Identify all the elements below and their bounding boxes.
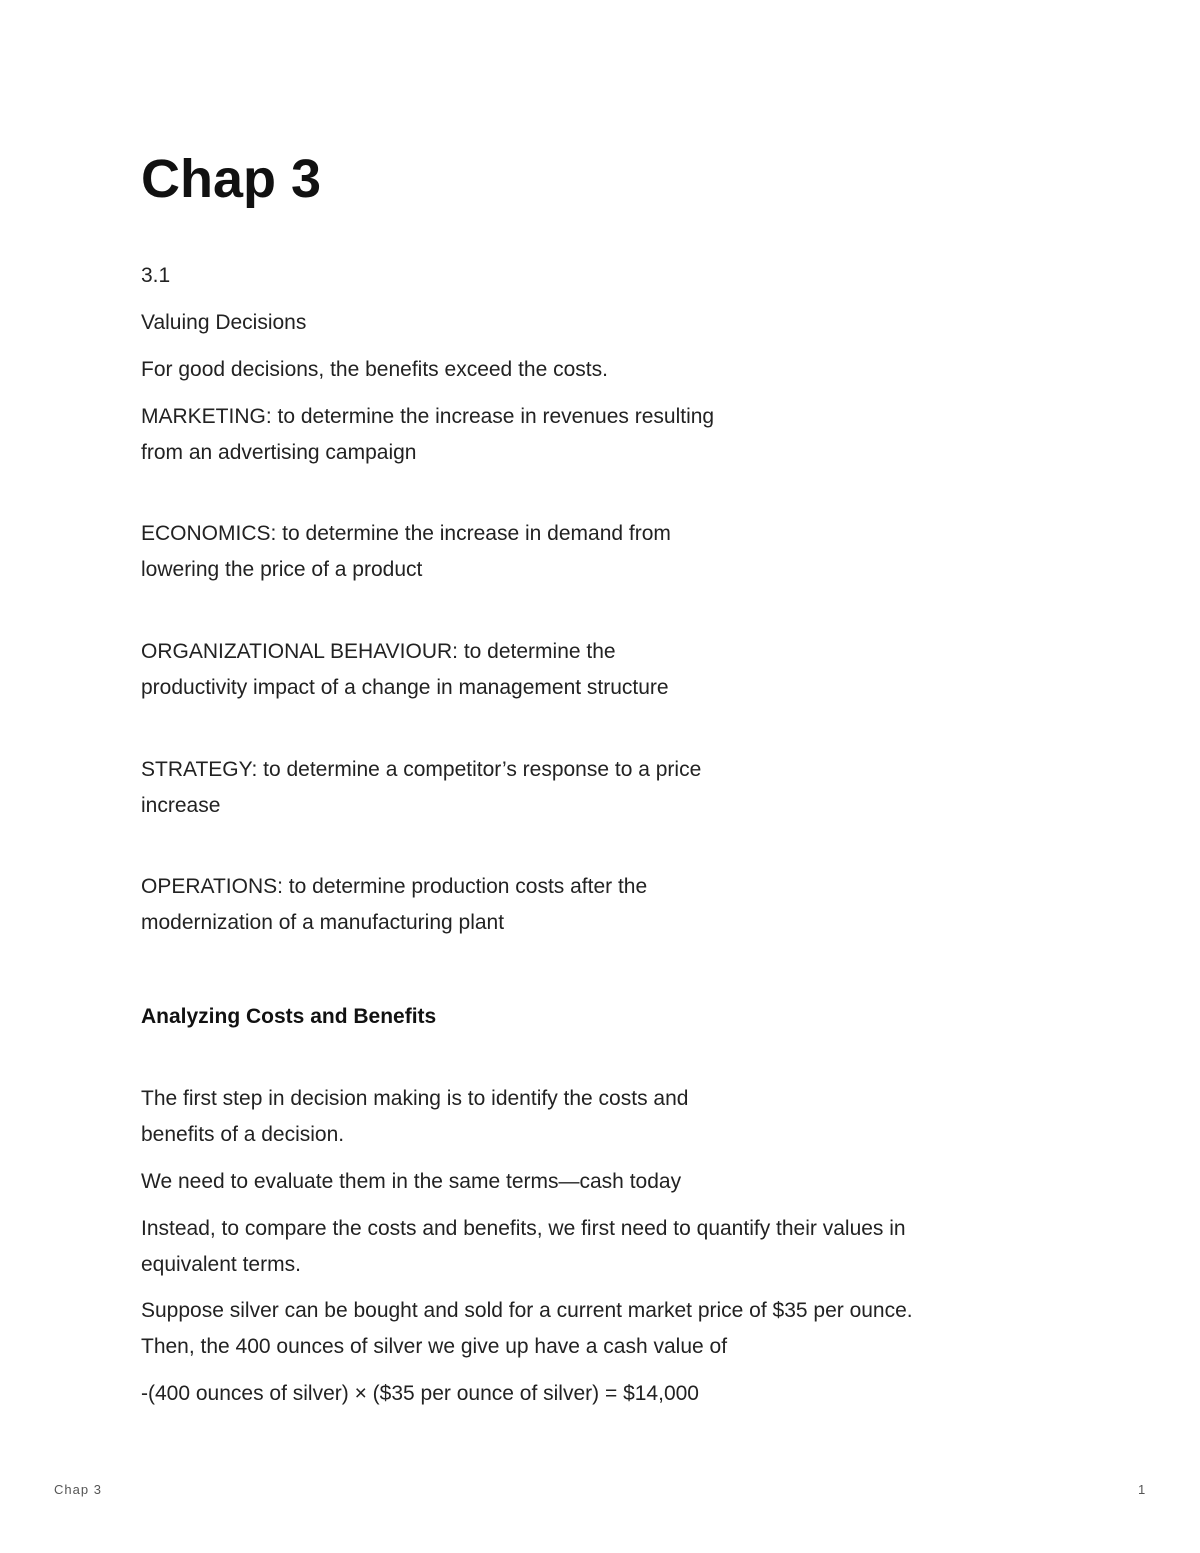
equation: -(400 ounces of silver) × ($35 per ounce of silver) = $14,000 bbox=[141, 1382, 699, 1405]
section-title: Valuing Decisions bbox=[141, 311, 307, 334]
footer-title: Chap 3 bbox=[54, 1482, 102, 1497]
example-line: lowering the price of a product bbox=[141, 558, 423, 581]
example-line: ECONOMICS: to determine the increase in demand from bbox=[141, 522, 671, 545]
example-line: from an advertising campaign bbox=[141, 441, 417, 464]
paragraph-line: We need to evaluate them in the same terms—cash today bbox=[141, 1170, 682, 1193]
example-line: OPERATIONS: to determine production costs after the bbox=[141, 875, 648, 898]
page-title: Chap 3 bbox=[141, 149, 322, 209]
paragraph-line: Instead, to compare the costs and benefits, we first need to quantify their values in bbox=[141, 1217, 906, 1240]
paragraph-line: The first step in decision making is to identify the costs and bbox=[141, 1087, 689, 1110]
paragraph-line: benefits of a decision. bbox=[141, 1123, 345, 1146]
example-line: modernization of a manufacturing plant bbox=[141, 911, 505, 934]
example-line: productivity impact of a change in management structure bbox=[141, 676, 669, 699]
example-line: increase bbox=[141, 794, 221, 817]
page-number: 1 bbox=[1138, 1482, 1146, 1497]
intro-paragraph: For good decisions, the benefits exceed the costs. bbox=[141, 358, 608, 381]
example-line: ORGANIZATIONAL BEHAVIOUR: to determine the bbox=[141, 640, 616, 663]
subheading: Analyzing Costs and Benefits bbox=[141, 1005, 437, 1028]
section-number: 3.1 bbox=[141, 264, 171, 287]
paragraph-line: Then, the 400 ounces of silver we give up have a cash value of bbox=[141, 1335, 728, 1358]
paragraph-line: Suppose silver can be bought and sold for a current market price of $35 per ounce. bbox=[141, 1299, 913, 1322]
paragraph-line: equivalent terms. bbox=[141, 1253, 301, 1276]
example-line: STRATEGY: to determine a competitor’s response to a price bbox=[141, 758, 702, 781]
example-line: MARKETING: to determine the increase in revenues resulting bbox=[141, 405, 715, 428]
